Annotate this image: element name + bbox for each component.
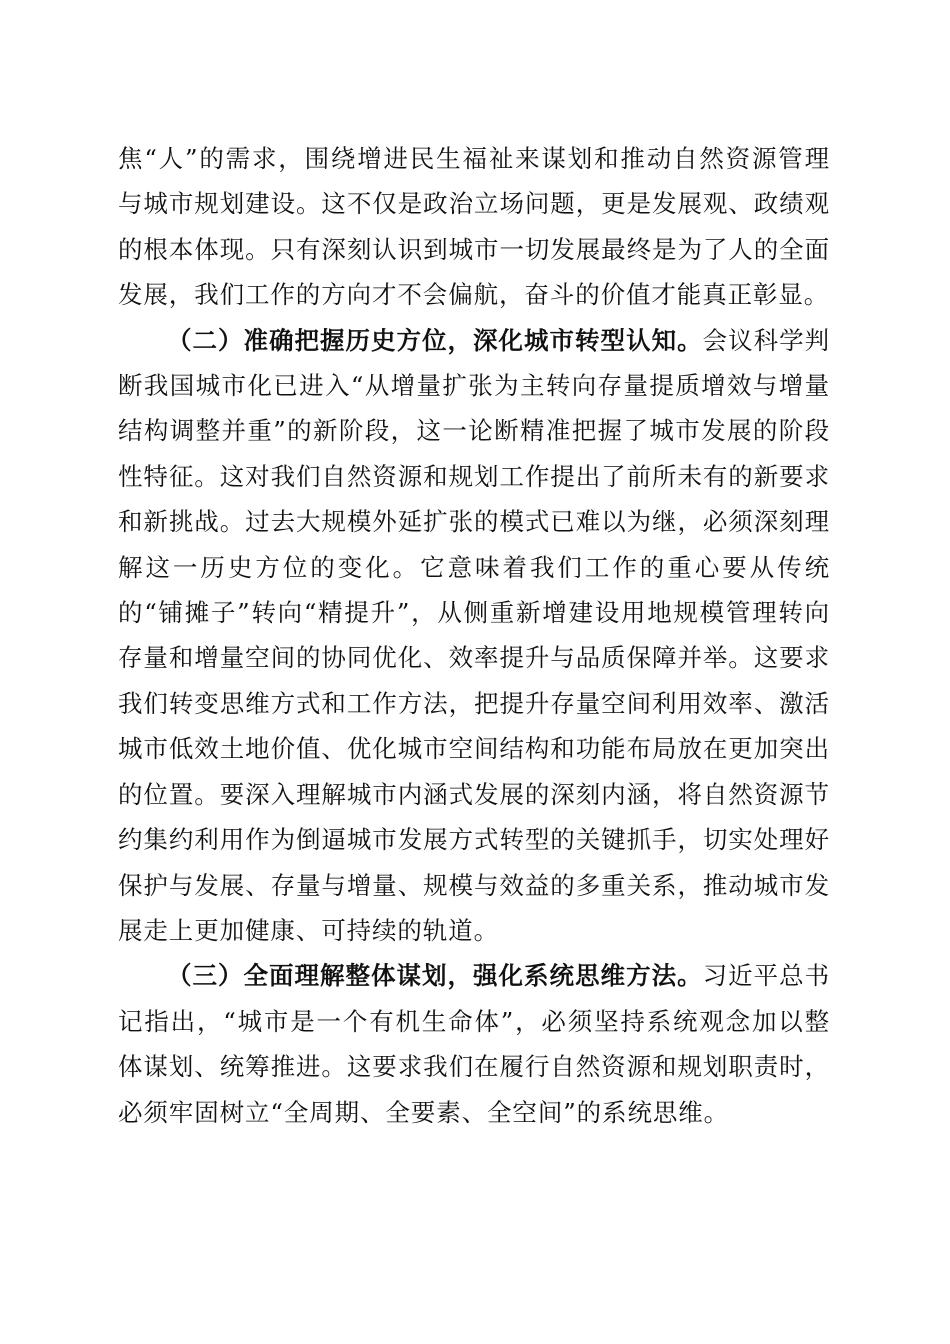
- paragraph-section-3: [118, 953, 830, 1135]
- paragraph-text: 会议科学判断我国城市化已进入“从增量扩张为主转向存量提质增效与增量结构调整并重”的新阶段，这一论断精准把握了城市发展的阶段性特征。这对我们自然资源和规划工作提出了前所未有的新要求和新挑战。过去大规模外延扩张的模式已难以为继，必须深刻理解这一历史方位的变化。它意味着我们工作的重心要从传统的“铺摊子”转向“精提升”，从侧重新增建设用地规模管理转向存量和增量空间的协同优化、效率提升与品质保障并举。这要求我们转变思维方式和工作方法，把提升存量空间利用效率、激活城市低效土地价值、优化城市空间结构和功能布局放在更加突出的位置。要深入理解城市内涵式发展的深刻内涵，将自然资源节约集约利用作为倒逼城市发展方式转型的关键抓手，切实处理好保护与发展、存量与增量、规模与效益的多重关系，推动城市发展走上更加健康、可持续的轨道。: [118, 325, 830, 945]
- document-body: [118, 136, 830, 1135]
- paragraph-continuation: [118, 136, 830, 318]
- paragraph-text: 焦“人”的需求，围绕增进民生福祉来谋划和推动自然资源管理与城市规划建设。这不仅是政治立场问题，更是发展观、政绩观的根本体现。只有深刻认识到城市一切发展最终是为了人的全面发展，我们工作的方向才不会偏航，奋斗的价值才能真正彰显。: [118, 144, 830, 310]
- section-heading-3: （三）全面理解整体谋划，强化系统思维方法。: [167, 961, 703, 991]
- paragraph-section-2: [118, 318, 830, 954]
- section-heading-2: （二）准确把握历史方位，深化城市转型认知。: [167, 325, 703, 355]
- paragraph-text: 习近平总书记指出，“城市是一个有机生命体”，必须坚持系统观念加以整体谋划、统筹推进。这要求我们在履行自然资源和规划职责时，必须牢固树立“全周期、全要素、全空间”的系统思维。: [118, 961, 830, 1127]
